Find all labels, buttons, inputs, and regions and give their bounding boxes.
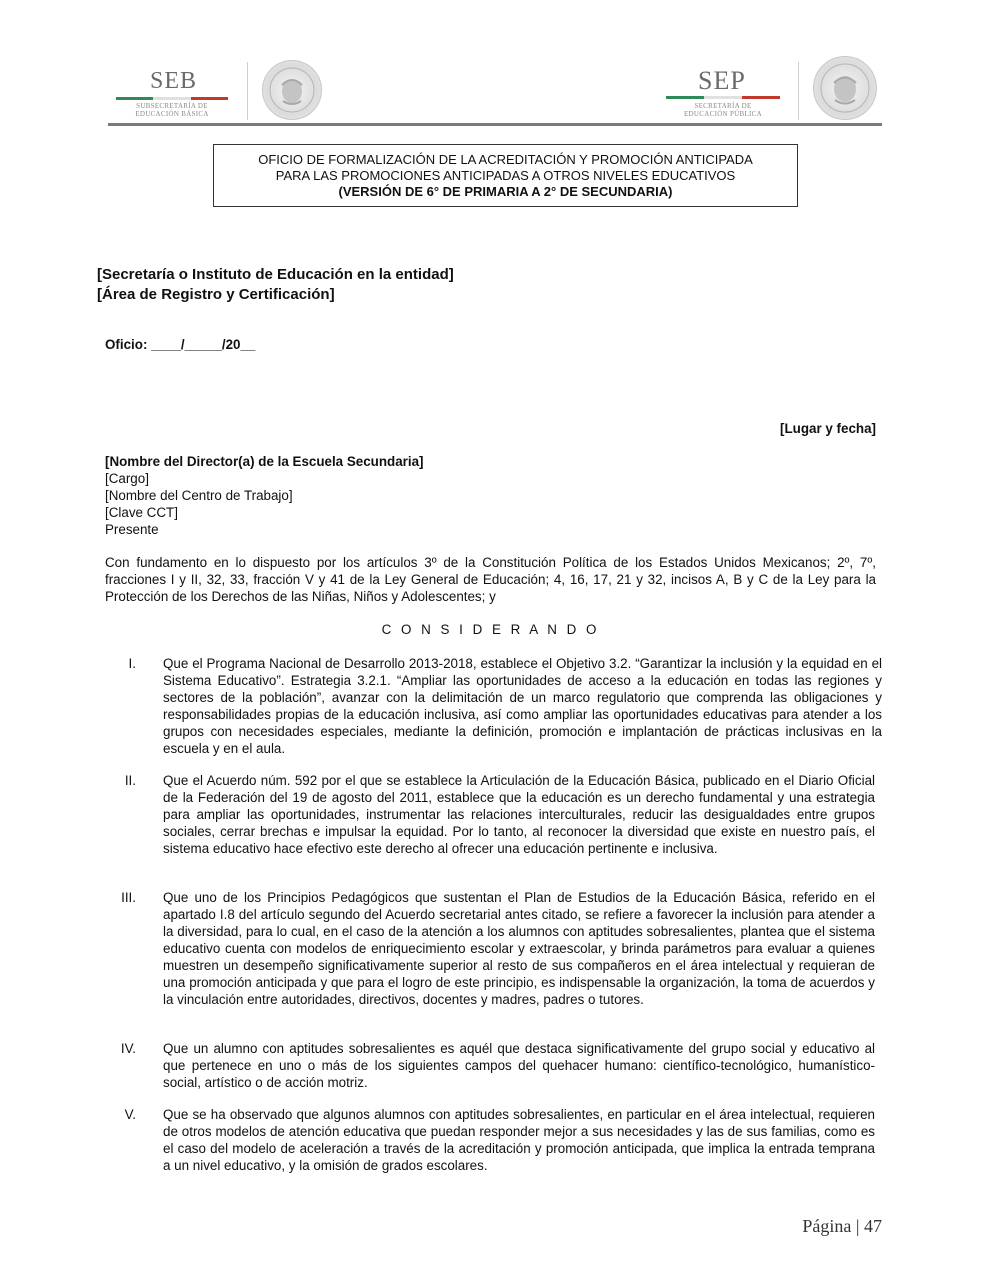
seb-logo-text: SEB <box>150 68 198 94</box>
item-number: III. <box>121 890 136 905</box>
sep-logo-text: SEP <box>698 66 746 95</box>
title-line-3: (VERSIÓN DE 6° DE PRIMARIA A 2° DE SECUNDARIA) <box>338 184 673 199</box>
title-line-2: PARA LAS PROMOCIONES ANTICIPADAS A OTROS NIVELES EDUCATIVOS <box>275 168 736 183</box>
sender-block <box>97 265 797 305</box>
item-text: Que el Acuerdo núm. 592 por el que se establece la Articulación de la Educación Básica, publicado en el Diario Oficial de la Federación del 19 de agosto del 2011, establece que la educación es un derecho fundamental y una estrategia para ampliar las oportunidades, instrumentar las relaciones interculturales, reducir las desigualdades entre grupos sociales, cerrar brechas e impulsar la equidad. Por lo tanto, al reconocer la diversidad que existe en nuestro país, el sistema educativo hace efectivo este derecho al ofrecer una educación pertinente e inclusiva. <box>163 773 875 856</box>
item-number: I. <box>128 656 136 671</box>
sender-line-1: [Secretaría o Instituto de Educación en la entidad] <box>97 266 454 283</box>
item-text: Que uno de los Principios Pedagógicos que sustentan el Plan de Estudios de la Educación Básica, referido en el apartado I.8 del artículo segundo del Acuerdo secretarial antes citado, se refiere a favorecer la inclusión para atender a la diversidad, para lo cual, en el caso de la atención a los alumnos con aptitudes sobresalientes, plantea que el sistema educativo cuenta con modelos de enriquecimiento escolar y extraescolar, y brinda parámetros para evaluar a quienes muestren un desempeño significativamente superior al resto de sus compañeros en el área intelectual y requieran de una promoción anticipada y que para el logro de este principio, es indispensable la organización, la toma de acuerdos y la vinculación entre autoridades, directivos, docentes y madres, padres o tutores. <box>163 890 875 1007</box>
seb-logo-subtitle: SUBSECRETARÍA DE EDUCACIÓN BÁSICA <box>135 102 209 118</box>
item-text: Que el Programa Nacional de Desarrollo 2013-2018, establece el Objetivo 3.2. “Garantizar la inclusión y la equidad en el Sistema Educativo”. Estrategia 3.2.1. “Ampliar las oportunidades de acceso a la educación en todas las regiones y sectores de la población”, avanzar con la delimitación de un marco regulatorio que comprenda las obligaciones y responsabilidades propias de la educación inclusiva, así como ampliar las oportunidades educativas para atender a los grupos con necesidades especiales, mediante la definición, promoción e implantación de prácticas inclusivas en la escuela y en el aula. <box>163 656 882 756</box>
recipient-block <box>105 453 705 538</box>
item-text: Que un alumno con aptitudes sobresalientes es aquél que destaca significativamente del grupo social y educativo al que pertenece en uno o más de los siguientes campos del quehacer humano: científico-tecnológico, humanístico-social, artístico o de acción motriz. <box>163 1041 875 1090</box>
item-number: IV. <box>120 1041 136 1056</box>
oficio-number: Oficio: ____/_____/20__ <box>105 337 256 352</box>
seb-logo <box>112 68 232 122</box>
item-number: II. <box>124 773 136 788</box>
title-line-1: OFICIO DE FORMALIZACIÓN DE LA ACREDITACIÓN Y PROMOCIÓN ANTICIPADA <box>258 152 753 167</box>
recipient-clave: [Clave CCT] <box>105 505 178 520</box>
document-title-box <box>213 144 798 207</box>
flag-stripe <box>666 96 780 99</box>
mexico-seal-icon <box>262 60 322 120</box>
recipient-cargo: [Cargo] <box>105 471 149 486</box>
flag-stripe <box>116 97 228 100</box>
item-text: Que se ha observado que algunos alumnos con aptitudes sobresalientes, en particular en el área intelectual, requieren de otros modelos de atención educativa que puedan responder mejor a sus necesidades y las de sus familias, como es el caso del modelo de aceleración a través de la acreditación y promoción anticipada, que implica la entrada temprana a un nivel educativo, y la omisión de grados escolares. <box>163 1107 875 1173</box>
sep-logo <box>664 66 782 122</box>
header-rule <box>108 123 882 126</box>
logo-divider <box>798 62 799 120</box>
eagle-icon <box>263 61 321 119</box>
page-number: Página | 47 <box>802 1216 882 1236</box>
mexico-seal-icon <box>813 56 877 120</box>
sender-line-2: [Área de Registro y Certificación] <box>97 286 335 303</box>
intro-paragraph: Con fundamento en lo dispuesto por los artículos 3º de la Constitución Política de los Estados Unidos Mexicanos; 2º, 7º, fracciones I y II, 32, 33, fracción V y 41 de la Ley General de Educación; 4, 16, 17, 21 y 32, incisos A, B y C de la Ley para la Protección de los Derechos de las Niñas, Niños y Adolescentes; y <box>105 555 876 604</box>
eagle-icon <box>814 57 876 119</box>
item-number: V. <box>124 1107 136 1122</box>
place-date: [Lugar y fecha] <box>780 421 876 436</box>
recipient-name: [Nombre del Director(a) de la Escuela Secundaria] <box>105 454 424 469</box>
recipient-centro: [Nombre del Centro de Trabajo] <box>105 488 293 503</box>
considerando-heading: C O N S I D E R A N D O <box>381 622 600 637</box>
sep-logo-subtitle: SECRETARÍA DE EDUCACIÓN PÚBLICA <box>683 102 763 118</box>
recipient-presente: Presente <box>105 522 159 537</box>
logo-divider <box>247 62 248 120</box>
